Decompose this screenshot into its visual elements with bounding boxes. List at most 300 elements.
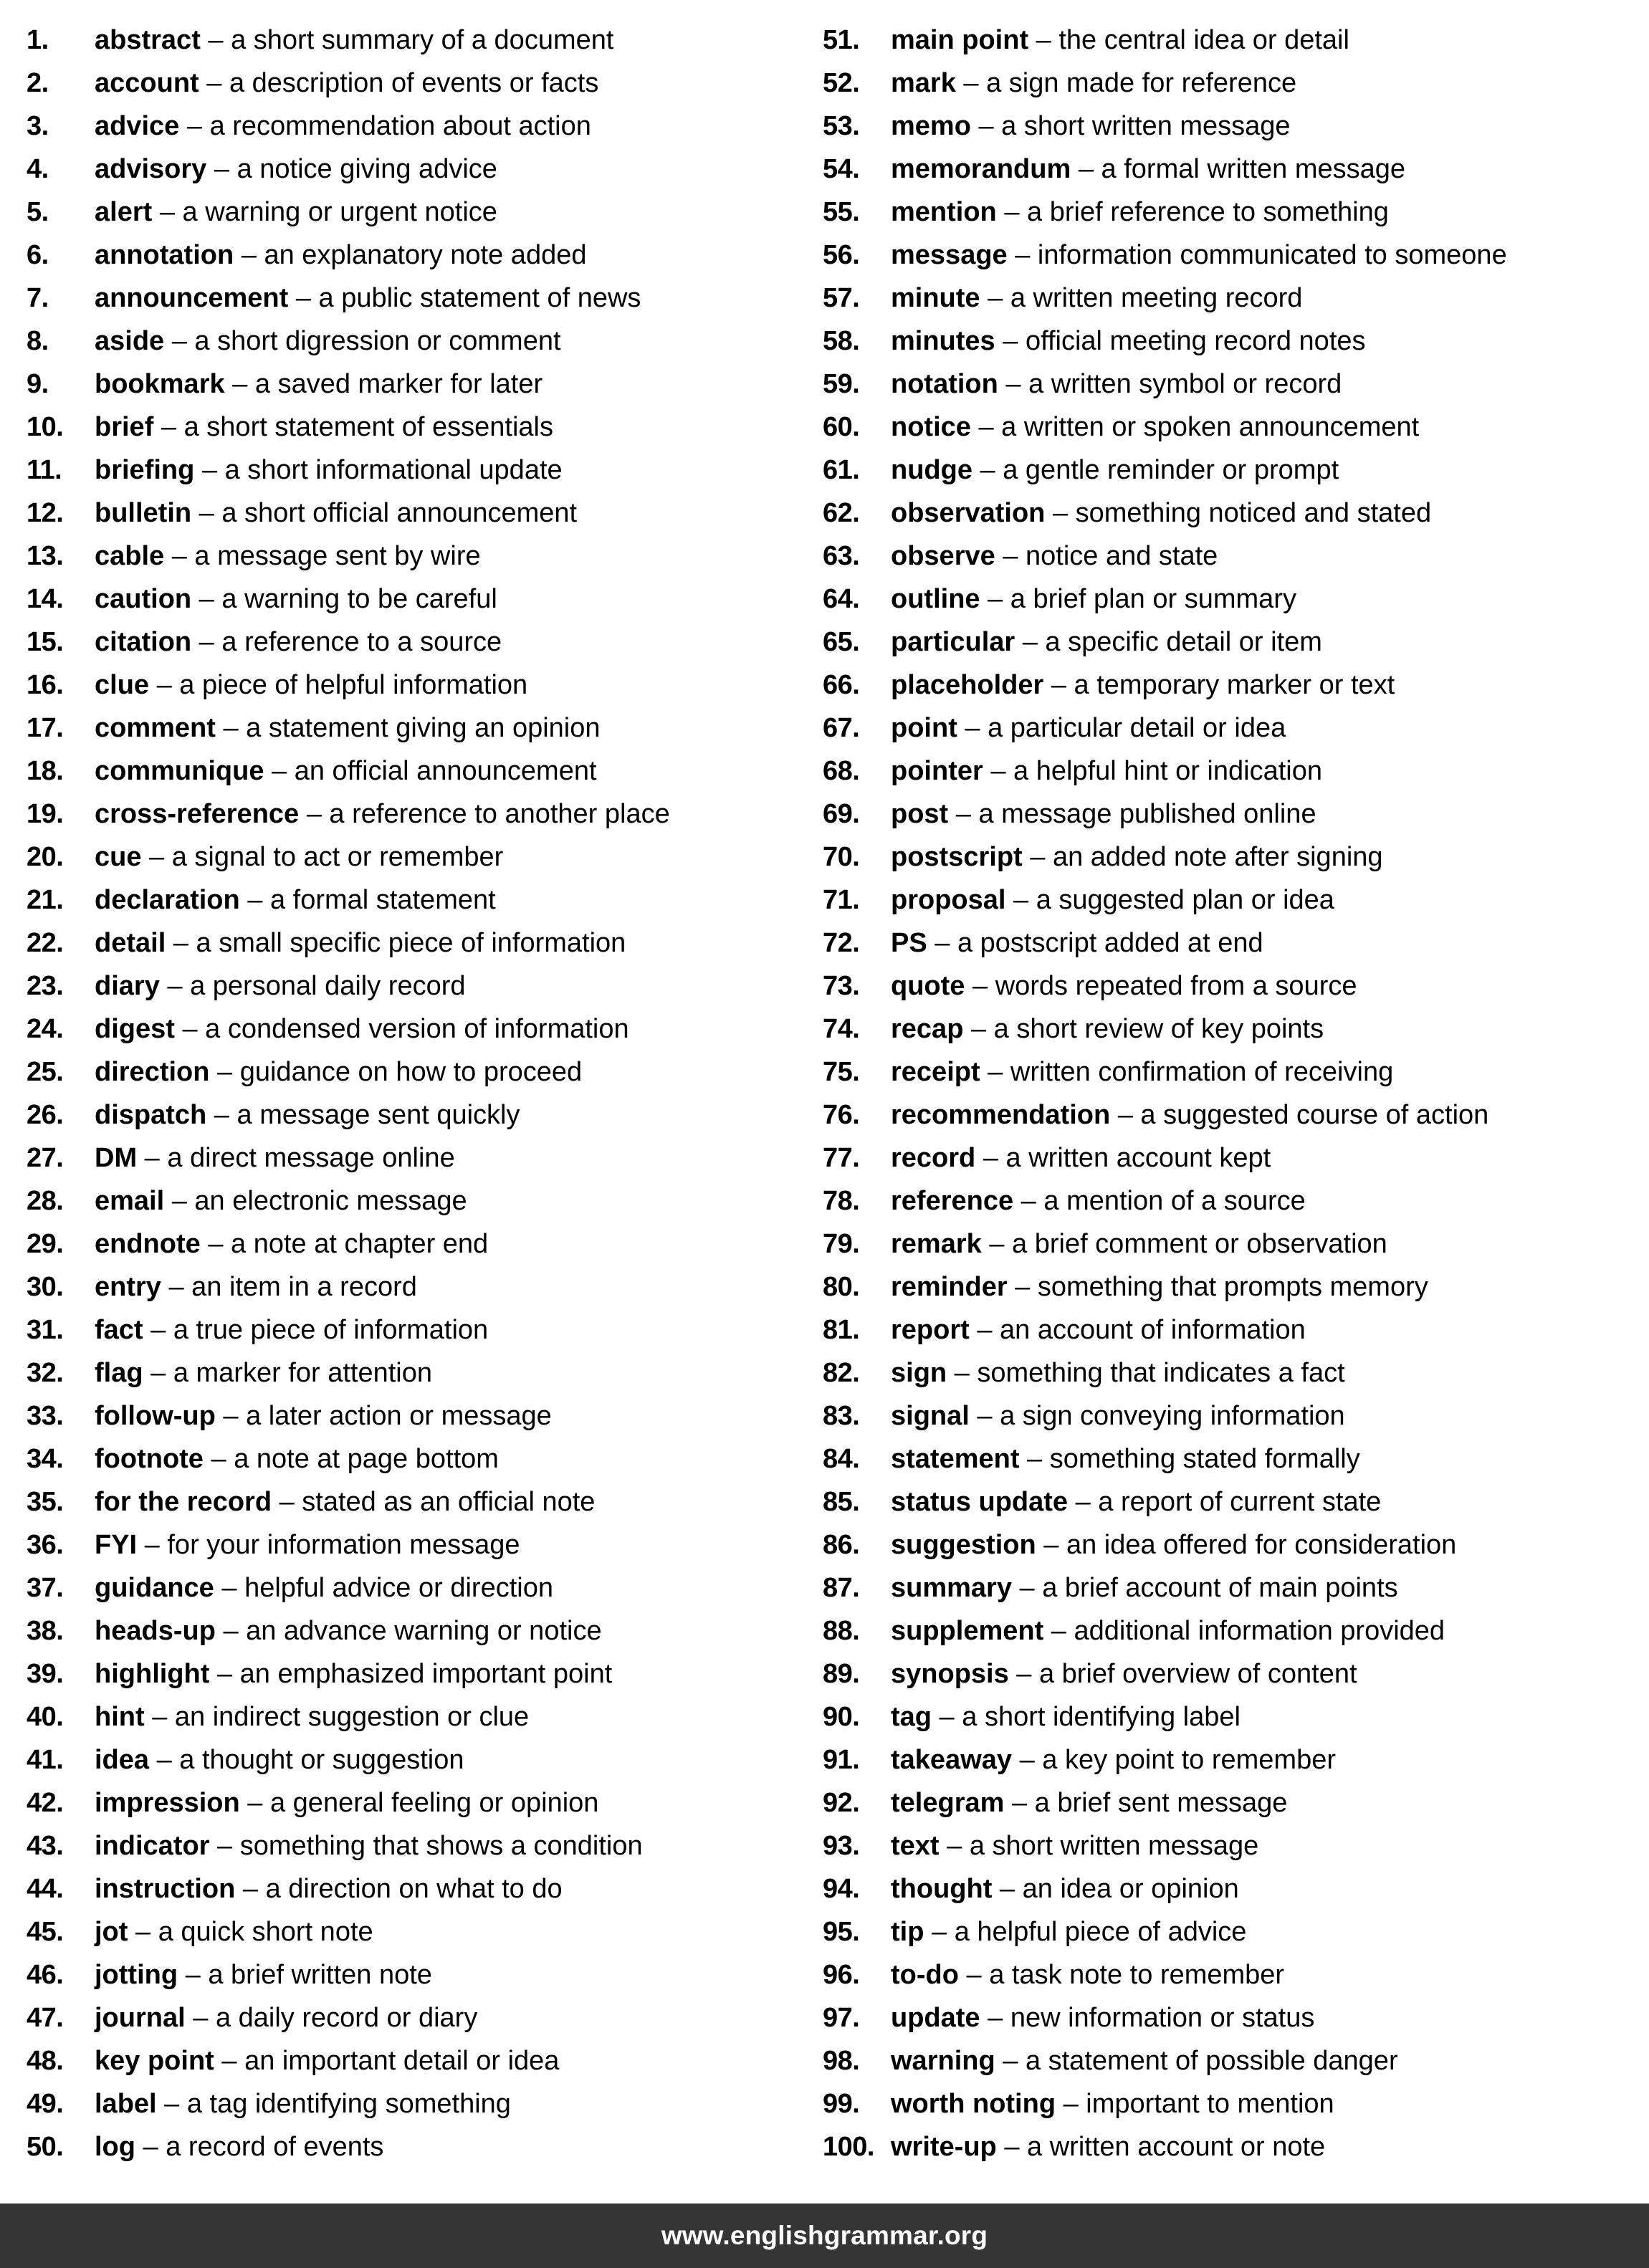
- item-separator: –: [135, 2132, 166, 2162]
- item-separator: –: [1068, 1487, 1099, 1517]
- item-separator: –: [214, 2046, 245, 2076]
- item-separator: –: [969, 1315, 1000, 1345]
- list-item: [823, 750, 1647, 793]
- list-item: [27, 1437, 800, 1480]
- item-term: guidance: [95, 1573, 214, 1603]
- list-item: [27, 1609, 800, 1652]
- item-number: 100.: [823, 2132, 874, 2162]
- item-term: advisory: [95, 154, 207, 184]
- item-definition: a written meeting record: [1010, 283, 1303, 313]
- item-separator: –: [970, 111, 1002, 141]
- item-term: briefing: [95, 455, 195, 485]
- item-term: receipt: [891, 1057, 980, 1087]
- list-item: [823, 19, 1647, 62]
- list-item: [27, 1652, 800, 1695]
- list-item: [823, 1695, 1647, 1738]
- item-number: 65.: [823, 627, 860, 657]
- item-number: 46.: [27, 1960, 64, 1990]
- item-number: 5.: [27, 197, 49, 227]
- item-term: cross-reference: [95, 799, 300, 829]
- item-definition: something that indicates a fact: [977, 1358, 1345, 1388]
- item-term: heads-up: [95, 1616, 216, 1646]
- item-definition: an account of information: [1000, 1315, 1306, 1345]
- item-number: 72.: [823, 928, 860, 958]
- item-separator: –: [215, 1616, 247, 1646]
- item-separator: –: [972, 455, 1003, 485]
- item-separator: –: [209, 1057, 240, 1087]
- item-number: 34.: [27, 1444, 64, 1474]
- item-term: declaration: [95, 885, 240, 915]
- item-separator: –: [1019, 1444, 1050, 1474]
- item-term: jotting: [95, 1960, 178, 1990]
- item-separator: –: [1045, 498, 1076, 528]
- item-definition: a report of current state: [1098, 1487, 1382, 1517]
- list-item: [823, 191, 1647, 234]
- item-number: 6.: [27, 240, 49, 270]
- item-separator: –: [975, 1143, 1006, 1173]
- item-term: post: [891, 799, 949, 829]
- list-item: [27, 62, 800, 105]
- item-number: 67.: [823, 713, 860, 743]
- item-definition: a brief plan or summary: [1010, 584, 1296, 614]
- item-number: 38.: [27, 1616, 64, 1646]
- item-separator: –: [239, 885, 270, 915]
- item-definition: a helpful hint or indication: [1013, 756, 1322, 786]
- item-separator: –: [955, 68, 987, 98]
- item-term: impression: [95, 1788, 240, 1818]
- item-definition: a reference to a source: [221, 627, 502, 657]
- list-item: [823, 2039, 1647, 2082]
- list-item: [823, 1222, 1647, 1265]
- item-term: email: [95, 1186, 165, 1216]
- item-number: 30.: [27, 1272, 64, 1302]
- item-separator: –: [144, 1702, 175, 1732]
- item-definition: a message sent quickly: [236, 1100, 520, 1130]
- item-term: hint: [95, 1702, 145, 1732]
- item-number: 55.: [823, 197, 860, 227]
- item-number: 58.: [823, 326, 860, 356]
- item-term: PS: [891, 928, 927, 958]
- item-number: 59.: [823, 369, 860, 399]
- item-definition: something that prompts memory: [1037, 1272, 1428, 1302]
- item-definition: a brief written note: [208, 1960, 432, 1990]
- list-item: [27, 1180, 800, 1222]
- item-separator: –: [927, 928, 957, 958]
- item-definition: an idea or opinion: [1022, 1874, 1239, 1904]
- item-number: 18.: [27, 756, 64, 786]
- item-number: 15.: [27, 627, 64, 657]
- item-definition: a saved marker for later: [254, 369, 543, 399]
- item-separator: –: [965, 971, 995, 1001]
- list-item: [823, 1523, 1647, 1566]
- item-number: 33.: [27, 1401, 64, 1431]
- item-term: annotation: [95, 240, 234, 270]
- item-separator: –: [179, 111, 210, 141]
- item-separator: –: [128, 1917, 158, 1947]
- item-number: 1.: [27, 25, 49, 55]
- item-separator: –: [998, 369, 1029, 399]
- item-number: 82.: [823, 1358, 860, 1388]
- item-term: cable: [95, 541, 165, 571]
- list-item: [27, 406, 800, 449]
- item-number: 90.: [823, 1702, 860, 1732]
- item-definition: a formal statement: [269, 885, 496, 915]
- item-term: minutes: [891, 326, 995, 356]
- item-definition: a short official announcement: [221, 498, 578, 528]
- item-term: memorandum: [891, 154, 1071, 184]
- item-definition: a true piece of information: [173, 1315, 489, 1345]
- item-term: follow-up: [95, 1401, 216, 1431]
- item-definition: a written symbol or record: [1028, 369, 1342, 399]
- item-term: thought: [891, 1874, 993, 1904]
- item-number: 96.: [823, 1960, 860, 1990]
- list-item: [27, 148, 800, 191]
- item-number: 60.: [823, 412, 860, 442]
- item-definition: a tag identifying something: [186, 2089, 511, 2119]
- item-number: 40.: [27, 1702, 64, 1732]
- item-definition: helpful advice or direction: [244, 1573, 553, 1603]
- item-number: 39.: [27, 1659, 64, 1689]
- item-term: write-up: [891, 2132, 997, 2162]
- list-item: [823, 965, 1647, 1008]
- item-definition: a written or spoken announcement: [1001, 412, 1420, 442]
- list-item: [27, 1953, 800, 1996]
- item-definition: a personal daily record: [190, 971, 466, 1001]
- item-term: notice: [891, 412, 971, 442]
- item-number: 48.: [27, 2046, 64, 2076]
- list-item: [27, 1308, 800, 1351]
- item-term: diary: [95, 971, 160, 1001]
- list-item: [27, 621, 800, 664]
- item-definition: an emphasized important point: [239, 1659, 613, 1689]
- item-definition: a suggested plan or idea: [1036, 885, 1334, 915]
- item-number: 7.: [27, 283, 49, 313]
- list-item: [823, 1051, 1647, 1094]
- item-definition: a recommendation about action: [209, 111, 591, 141]
- list-item: [27, 836, 800, 879]
- item-number: 31.: [27, 1315, 64, 1345]
- list-item: [823, 234, 1647, 277]
- item-separator: –: [1007, 240, 1038, 270]
- item-separator: –: [164, 541, 195, 571]
- item-definition: a mention of a source: [1043, 1186, 1306, 1216]
- item-definition: notice and state: [1026, 541, 1218, 571]
- list-item: [27, 1566, 800, 1609]
- item-number: 63.: [823, 541, 860, 571]
- item-term: key point: [95, 2046, 214, 2076]
- item-term: memo: [891, 111, 971, 141]
- item-number: 45.: [27, 1917, 64, 1947]
- item-term: idea: [95, 1745, 150, 1775]
- item-separator: –: [995, 2046, 1026, 2076]
- list-item: [823, 664, 1647, 707]
- item-definition: a note at chapter end: [231, 1229, 489, 1259]
- item-number: 61.: [823, 455, 860, 485]
- item-term: endnote: [95, 1229, 201, 1259]
- item-term: point: [891, 713, 957, 743]
- item-term: message: [891, 240, 1008, 270]
- item-number: 32.: [27, 1358, 64, 1388]
- item-term: entry: [95, 1272, 161, 1302]
- list-item: [823, 2082, 1647, 2125]
- item-term: text: [891, 1831, 940, 1861]
- list-item: [823, 1996, 1647, 2039]
- item-definition: the central idea or detail: [1058, 25, 1349, 55]
- list-item: [27, 1394, 800, 1437]
- item-definition: a public statement of news: [318, 283, 641, 313]
- list-item: [823, 1652, 1647, 1695]
- item-term: announcement: [95, 283, 289, 313]
- item-number: 98.: [823, 2046, 860, 2076]
- item-separator: –: [939, 1831, 970, 1861]
- item-separator: –: [980, 584, 1010, 614]
- item-separator: –: [156, 2089, 187, 2119]
- item-separator: –: [1012, 1745, 1043, 1775]
- item-definition: a written account or note: [1027, 2132, 1326, 2162]
- item-number: 25.: [27, 1057, 64, 1087]
- item-term: statement: [891, 1444, 1020, 1474]
- item-term: to-do: [891, 1960, 959, 1990]
- item-term: supplement: [891, 1616, 1044, 1646]
- item-term: recommendation: [891, 1100, 1111, 1130]
- list-item: [27, 1222, 800, 1265]
- item-number: 70.: [823, 842, 860, 872]
- list-item: [27, 19, 800, 62]
- item-separator: –: [958, 1960, 990, 1990]
- item-number: 43.: [27, 1831, 64, 1861]
- item-term: instruction: [95, 1874, 236, 1904]
- list-item: [27, 750, 800, 793]
- item-separator: –: [1036, 1530, 1066, 1560]
- item-term: bookmark: [95, 369, 225, 399]
- item-number: 16.: [27, 670, 64, 700]
- item-term: FYI: [95, 1530, 138, 1560]
- list-item: [27, 1523, 800, 1566]
- list-item: [823, 1609, 1647, 1652]
- item-separator: –: [137, 1143, 168, 1173]
- item-separator: –: [234, 240, 264, 270]
- list-item: [27, 578, 800, 621]
- item-separator: –: [996, 197, 1028, 227]
- item-separator: –: [272, 1487, 302, 1517]
- item-term: footnote: [95, 1444, 204, 1474]
- item-definition: a brief overview of content: [1038, 1659, 1357, 1689]
- list-item: [823, 449, 1647, 492]
- item-number: 83.: [823, 1401, 860, 1431]
- list-item: [823, 1867, 1647, 1910]
- item-number: 51.: [823, 25, 860, 55]
- list-item: [823, 578, 1647, 621]
- item-number: 80.: [823, 1272, 860, 1302]
- item-definition: a sign made for reference: [986, 68, 1297, 98]
- item-number: 24.: [27, 1014, 64, 1044]
- item-separator: –: [199, 68, 229, 98]
- item-definition: something noticed and stated: [1075, 498, 1432, 528]
- item-number: 14.: [27, 584, 64, 614]
- list-item: [27, 277, 800, 320]
- footer-bar: [0, 2204, 1649, 2268]
- item-definition: stated as an official note: [302, 1487, 596, 1517]
- item-number: 26.: [27, 1100, 64, 1130]
- item-definition: a suggested course of action: [1140, 1100, 1489, 1130]
- item-number: 62.: [823, 498, 860, 528]
- list-item: [823, 1781, 1647, 1824]
- list-item: [27, 879, 800, 922]
- list-item: [27, 535, 800, 578]
- item-number: 4.: [27, 154, 49, 184]
- item-term: signal: [891, 1401, 970, 1431]
- list-item: [823, 492, 1647, 535]
- item-number: 28.: [27, 1186, 64, 1216]
- item-separator: –: [980, 1057, 1010, 1087]
- item-number: 52.: [823, 68, 860, 98]
- item-term: nudge: [891, 455, 972, 485]
- item-number: 10.: [27, 412, 64, 442]
- item-definition: guidance on how to proceed: [239, 1057, 583, 1087]
- item-separator: –: [1110, 1100, 1141, 1130]
- item-term: abstract: [95, 25, 201, 55]
- list-item: [823, 1910, 1647, 1953]
- item-separator: –: [1043, 670, 1074, 700]
- list-item: [27, 449, 800, 492]
- item-term: minute: [891, 283, 980, 313]
- list-item: [823, 879, 1647, 922]
- item-definition: a short statement of essentials: [183, 412, 553, 442]
- website-link[interactable]: www.englishgrammar.org: [661, 2221, 988, 2250]
- item-term: caution: [95, 584, 192, 614]
- list-item: [27, 1738, 800, 1781]
- item-term: reference: [891, 1186, 1014, 1216]
- item-number: 35.: [27, 1487, 64, 1517]
- item-separator: –: [1043, 1616, 1074, 1646]
- item-definition: a condensed version of information: [205, 1014, 629, 1044]
- item-term: takeaway: [891, 1745, 1013, 1775]
- item-separator: –: [1056, 2089, 1086, 2119]
- item-term: highlight: [95, 1659, 210, 1689]
- item-number: 42.: [27, 1788, 64, 1818]
- item-definition: a message sent by wire: [194, 541, 481, 571]
- item-term: observation: [891, 498, 1046, 528]
- item-separator: –: [178, 1960, 209, 1990]
- list-item: [27, 1910, 800, 1953]
- item-definition: a quick short note: [158, 1917, 373, 1947]
- item-term: direction: [95, 1057, 210, 1087]
- item-definition: a direct message online: [167, 1143, 455, 1173]
- item-definition: a short written message: [1001, 111, 1291, 141]
- item-definition: an added note after signing: [1052, 842, 1383, 872]
- item-definition: a statement of possible danger: [1025, 2046, 1398, 2076]
- item-number: 19.: [27, 799, 64, 829]
- item-number: 71.: [823, 885, 860, 915]
- list-item: [823, 105, 1647, 148]
- item-definition: a short informational update: [224, 455, 563, 485]
- item-separator: –: [185, 2003, 216, 2033]
- list-item: [823, 277, 1647, 320]
- item-separator: –: [143, 1315, 173, 1345]
- item-definition: information communicated to someone: [1037, 240, 1507, 270]
- item-term: aside: [95, 326, 165, 356]
- item-separator: –: [1071, 154, 1101, 184]
- item-definition: a brief sent message: [1034, 1788, 1288, 1818]
- item-definition: a brief comment or observation: [1012, 1229, 1387, 1259]
- item-number: 37.: [27, 1573, 64, 1603]
- item-number: 87.: [823, 1573, 860, 1603]
- list-item: [27, 1480, 800, 1523]
- item-term: jot: [95, 1917, 128, 1947]
- item-definition: a small specific piece of information: [196, 928, 626, 958]
- item-definition: an indirect suggestion or clue: [174, 1702, 530, 1732]
- item-definition: a direction on what to do: [265, 1874, 563, 1904]
- item-separator: –: [137, 1530, 168, 1560]
- item-separator: –: [924, 1917, 955, 1947]
- list-item: [823, 1953, 1647, 1996]
- list-item: [823, 406, 1647, 449]
- item-definition: additional information provided: [1074, 1616, 1445, 1646]
- item-definition: a reference to another place: [329, 799, 670, 829]
- item-separator: –: [995, 326, 1026, 356]
- item-separator: –: [239, 1788, 270, 1818]
- item-definition: a warning to be careful: [221, 584, 497, 614]
- item-definition: important to mention: [1086, 2089, 1334, 2119]
- item-definition: an explanatory note added: [264, 240, 587, 270]
- item-definition: for your information message: [167, 1530, 520, 1560]
- list-item: [823, 1137, 1647, 1180]
- item-definition: a particular detail or idea: [988, 713, 1286, 743]
- list-item: [27, 1824, 800, 1867]
- item-definition: something that shows a condition: [239, 1831, 643, 1861]
- item-definition: a brief reference to something: [1027, 197, 1389, 227]
- item-number: 99.: [823, 2089, 860, 2119]
- list-item: [823, 1824, 1647, 1867]
- item-number: 12.: [27, 498, 64, 528]
- item-definition: a written account kept: [1005, 1143, 1271, 1173]
- item-separator: –: [947, 1358, 978, 1388]
- item-term: main point: [891, 25, 1029, 55]
- list-item: [27, 1867, 800, 1910]
- item-separator: –: [1013, 1186, 1044, 1216]
- item-term: log: [95, 2132, 135, 2162]
- item-term: synopsis: [891, 1659, 1009, 1689]
- list-item: [27, 363, 800, 406]
- item-separator: –: [161, 1272, 192, 1302]
- item-number: 9.: [27, 369, 49, 399]
- item-term: digest: [95, 1014, 175, 1044]
- item-number: 8.: [27, 326, 49, 356]
- item-term: notation: [891, 369, 998, 399]
- item-number: 73.: [823, 971, 860, 1001]
- item-separator: –: [981, 1229, 1013, 1259]
- item-term: report: [891, 1315, 970, 1345]
- item-number: 3.: [27, 111, 49, 141]
- list-item: [823, 1351, 1647, 1394]
- item-definition: a short written message: [969, 1831, 1259, 1861]
- item-definition: a thought or suggestion: [179, 1745, 464, 1775]
- item-definition: an idea offered for consideration: [1066, 1530, 1457, 1560]
- item-separator: –: [149, 670, 180, 700]
- item-number: 36.: [27, 1530, 64, 1560]
- item-term: sign: [891, 1358, 947, 1388]
- right-column: [823, 19, 1647, 2168]
- item-separator: –: [153, 412, 184, 442]
- list-item: [27, 492, 800, 535]
- item-separator: –: [152, 197, 183, 227]
- item-separator: –: [963, 1014, 994, 1044]
- item-definition: a task note to remember: [989, 1960, 1285, 1990]
- item-separator: –: [980, 2003, 1010, 2033]
- list-item: [823, 793, 1647, 836]
- item-separator: –: [191, 584, 222, 614]
- item-separator: –: [166, 928, 196, 958]
